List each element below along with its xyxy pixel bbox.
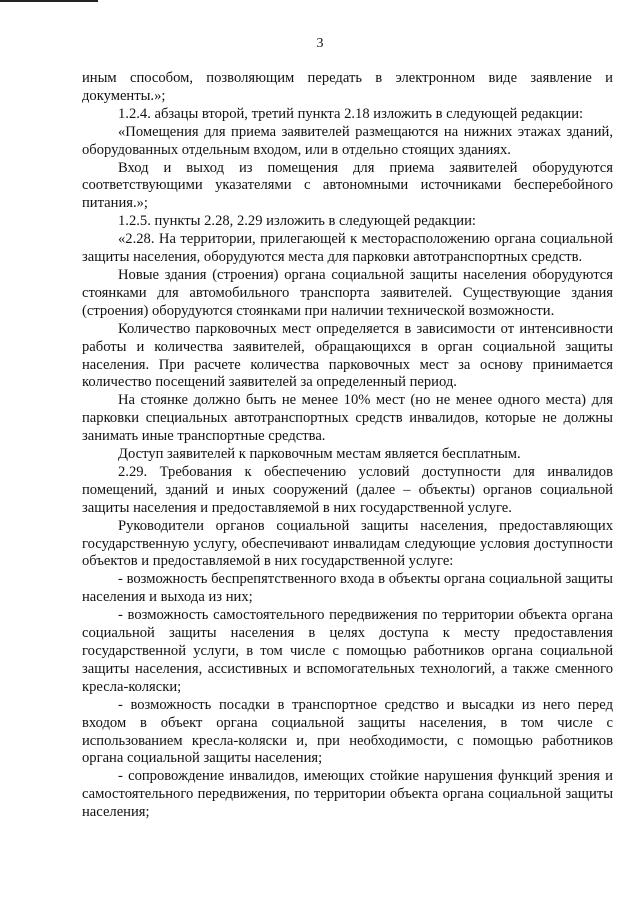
paragraph: На стоянке должно быть не менее 10% мест (но не менее одного места) для парковки специальных автотранспортных средств инвалидов, которые не должны занимать иные транспортные средства. [82, 392, 613, 445]
paragraph: Руководители органов социальной защиты населения, предоставляющих государственную услугу, обеспечивают инвалидам следующие условия доступности объектов и предоставляемой в них государственной услуге: [82, 517, 613, 570]
list-item: - возможность беспрепятственного входа в объекты органа социальной защиты населения и выхода из них; [82, 571, 613, 606]
paragraph: Количество парковочных мест определяется в зависимости от интенсивности работы и количества заявителей, обращающихся в орган социальной защиты населения. При расчете количества парковочных мест за основу принимается количество посещений заявителей за определенный период. [82, 320, 613, 391]
paragraph: Вход и выход из помещения для приема заявителей оборудуются соответствующими указателями с автономными источниками бесперебойного питания.»; [82, 159, 613, 212]
list-item: - возможность посадки в транспортное средство и высадки из него перед входом в объект органа социальной защиты населения, в том числе с использованием кресла-коляски и, при необходимости, с помощью работников органа социальной защиты населения; [82, 696, 613, 767]
paragraph: Новые здания (строения) органа социальной защиты населения оборудуются стоянками для автомобильного транспорта заявителей. Существующие здания (строения) оборудуются стоянками при наличии технической возможности. [82, 266, 613, 319]
page-number: 3 [316, 36, 324, 51]
document-body [82, 70, 613, 822]
paragraph: Доступ заявителей к парковочным местам является бесплатным. [118, 446, 521, 463]
paragraph: 2.29. Требования к обеспечению условий доступности для инвалидов помещений, зданий и иных сооружений (далее – объекты) органов социальной защиты населения и предоставляемой в них государственной услуге. [82, 463, 613, 516]
list-item: - сопровождение инвалидов, имеющих стойкие нарушения функций зрения и самостоятельного передвижения, по территории объекта органа социальной защиты населения; [82, 768, 613, 821]
paragraph: «2.28. На территории, прилегающей к месторасположению органа социальной защиты населения, оборудуются места для парковки автотранспортных средств. [82, 231, 613, 266]
paragraph: иным способом, позволяющим передать в электронном виде заявление и документы.»; [82, 70, 613, 104]
paragraph: 1.2.5. пункты 2.28, 2.29 изложить в следующей редакции: [118, 213, 476, 230]
paragraph: «Помещения для приема заявителей размещаются на нижних этажах зданий, оборудованных отдельным входом, или в отдельно стоящих зданиях. [82, 123, 613, 158]
paragraph: 1.2.4. абзацы второй, третий пункта 2.18 изложить в следующей редакции: [118, 105, 584, 122]
list-item: - возможность самостоятельного передвижения по территории объекта органа социальной защиты населения в целях доступа к месту предоставления государственной услуги, в том числе с помощью работников органа социальной защиты населения, ассистивных и вспомогательных технологий, а также сменного кресла-коляски; [82, 607, 613, 695]
top-left-rule [0, 0, 98, 2]
